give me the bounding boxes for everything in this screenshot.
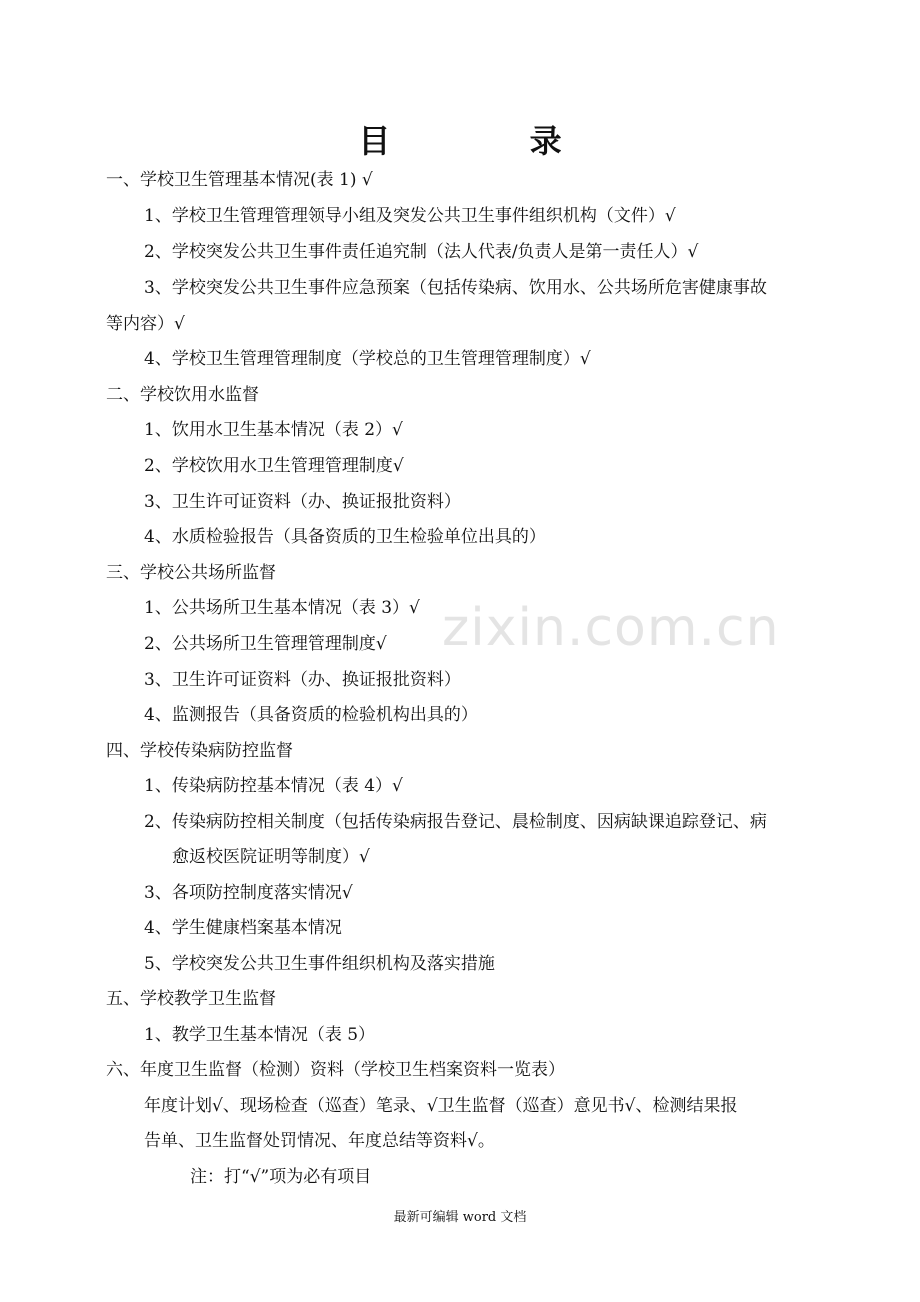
toc-item: 1、传染病防控基本情况（表 4）√	[144, 776, 403, 796]
toc-item: 4、监测报告（具备资质的检验机构出具的）	[144, 705, 478, 725]
toc-item: 3、各项防控制度落实情况√	[144, 883, 353, 903]
toc-item: 3、卫生许可证资料（办、换证报批资料）	[144, 492, 461, 512]
footnote: 注：打“√”项为必有项目	[190, 1167, 372, 1187]
toc-item: 2、传染病防控相关制度（包括传染病报告登记、晨检制度、因病缺课追踪登记、病	[144, 812, 767, 832]
watermark: zixin.com.cn	[442, 598, 780, 658]
toc-item-continuation: 愈返校医院证明等制度）√	[172, 847, 370, 867]
section-heading: 二、学校饮用水监督	[106, 385, 259, 405]
toc-item: 1、教学卫生基本情况（表 5）	[144, 1025, 376, 1045]
toc-item: 3、卫生许可证资料（办、换证报批资料）	[144, 670, 461, 690]
section-heading: 三、学校公共场所监督	[106, 563, 276, 583]
toc-item: 年度计划√、现场检查（巡查）笔录、√卫生监督（巡查）意见书√、检测结果报	[144, 1096, 738, 1116]
toc-item: 1、公共场所卫生基本情况（表 3）√	[144, 598, 420, 618]
toc-item: 2、学校饮用水卫生管理管理制度√	[144, 456, 404, 476]
section-heading: 五、学校教学卫生监督	[106, 989, 276, 1009]
page-title: 目 录	[358, 122, 626, 160]
section-heading: 一、学校卫生管理基本情况(表 1) √	[106, 170, 373, 190]
section-heading: 六、年度卫生监督（检测）资料（学校卫生档案资料一览表）	[106, 1060, 565, 1080]
section-heading: 四、学校传染病防控监督	[106, 741, 293, 761]
toc-item: 4、水质检验报告（具备资质的卫生检验单位出具的）	[144, 527, 546, 547]
page-footer: 最新可编辑 word 文档	[393, 1210, 527, 1225]
toc-item: 5、学校突发公共卫生事件组织机构及落实措施	[144, 954, 495, 974]
toc-item: 1、学校卫生管理管理领导小组及突发公共卫生事件组织机构（文件）√	[144, 206, 676, 226]
toc-item-continuation: 等内容）√	[106, 314, 185, 334]
toc-item: 告单、卫生监督处罚情况、年度总结等资料√。	[144, 1131, 495, 1151]
toc-item: 2、公共场所卫生管理管理制度√	[144, 634, 387, 654]
toc-item: 4、学校卫生管理管理制度（学校总的卫生管理管理制度）√	[144, 349, 591, 369]
toc-item: 3、学校突发公共卫生事件应急预案（包括传染病、饮用水、公共场所危害健康事故	[144, 278, 767, 298]
toc-item: 4、学生健康档案基本情况	[144, 918, 342, 938]
toc-item: 2、学校突发公共卫生事件责任追究制（法人代表/负责人是第一责任人）√	[144, 242, 699, 262]
toc-item: 1、饮用水卫生基本情况（表 2）√	[144, 420, 403, 440]
